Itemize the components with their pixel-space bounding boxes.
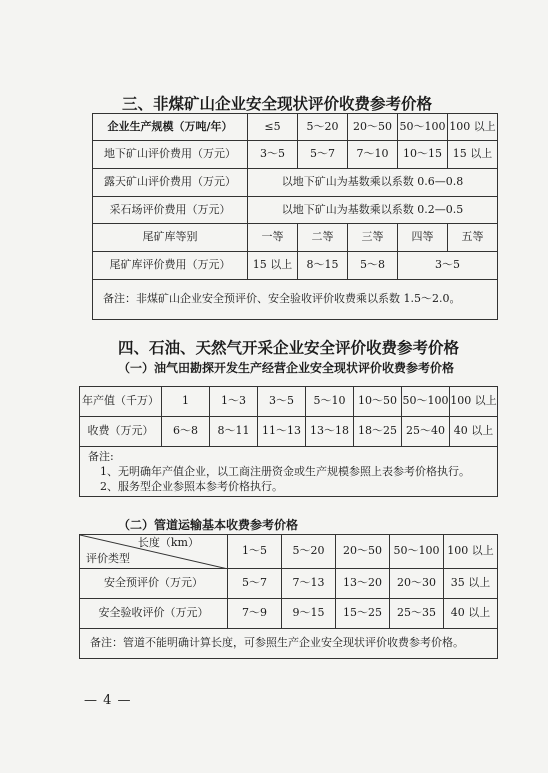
table-cell: 40 以上 bbox=[450, 417, 498, 447]
table-cell: 100 以上 bbox=[444, 535, 498, 569]
table-cell: 9～15 bbox=[282, 599, 336, 629]
table-cell: 1 bbox=[162, 387, 210, 417]
note-line: 1、无明确年产值企业，以工商注册资金或生产规模参照上表参考价格执行。 bbox=[100, 465, 470, 478]
table-cell: 3～5 bbox=[248, 141, 298, 169]
table-cell: 8～11 bbox=[210, 417, 258, 447]
diagonal-header-cell bbox=[80, 535, 228, 569]
table-cell: 25～35 bbox=[390, 599, 444, 629]
table-row bbox=[80, 569, 498, 599]
table-cell: 一等 bbox=[248, 224, 298, 252]
table-cell: 以地下矿山为基数乘以系数 0.2—0.5 bbox=[248, 197, 498, 224]
pipeline-fee-table bbox=[79, 534, 498, 659]
note-line: 2、服务型企业参照本参考价格执行。 bbox=[100, 480, 283, 493]
table-cell: 100 以上 bbox=[450, 387, 498, 417]
table-cell: 采石场评价费用（万元） bbox=[93, 197, 248, 224]
table-cell: 11～13 bbox=[258, 417, 306, 447]
table-cell: 露天矿山评价费用（万元） bbox=[93, 169, 248, 197]
note-line: 备注: bbox=[88, 450, 114, 463]
page-number: — 4 — bbox=[84, 693, 132, 708]
table-note: 备注：非煤矿山企业安全预评价、安全验收评价收费乘以系数 1.5～2.0。 bbox=[93, 280, 498, 320]
table-cell: 以地下矿山为基数乘以系数 0.6—0.8 bbox=[248, 169, 498, 197]
section3-title: 三、非煤矿山企业安全现状评价收费参考价格 bbox=[122, 94, 433, 113]
table-row bbox=[93, 224, 498, 252]
table-row bbox=[93, 141, 498, 169]
table-cell: 25～40 bbox=[402, 417, 450, 447]
table-cell: 5～8 bbox=[348, 252, 398, 280]
table-cell: 企业生产规模（万吨/年） bbox=[93, 114, 248, 141]
table-cell: 20～30 bbox=[390, 569, 444, 599]
table-cell: 18～25 bbox=[354, 417, 402, 447]
table-cell: 安全验收评价（万元） bbox=[80, 599, 228, 629]
table-cell: 1～5 bbox=[228, 535, 282, 569]
table-cell: 20～50 bbox=[348, 114, 398, 141]
table-cell: 3～5 bbox=[258, 387, 306, 417]
table-cell: 四等 bbox=[398, 224, 448, 252]
table-cell: 7～9 bbox=[228, 599, 282, 629]
table-cell: 50～100 bbox=[398, 114, 448, 141]
table-cell: 5～20 bbox=[298, 114, 348, 141]
table-cell: 5～7 bbox=[228, 569, 282, 599]
table-cell: 三等 bbox=[348, 224, 398, 252]
table-row bbox=[80, 535, 498, 569]
table-cell: 10～50 bbox=[354, 387, 402, 417]
table-cell: ≤5 bbox=[248, 114, 298, 141]
type-header: 评价类型 bbox=[86, 551, 130, 565]
table-cell: 6～8 bbox=[162, 417, 210, 447]
table-cell: 收费（万元） bbox=[80, 417, 162, 447]
table-cell: 地下矿山评价费用（万元） bbox=[93, 141, 248, 169]
table-cell: 5～20 bbox=[282, 535, 336, 569]
table-cell: 尾矿库等别 bbox=[93, 224, 248, 252]
table-row bbox=[80, 387, 498, 417]
table-cell: 15～25 bbox=[336, 599, 390, 629]
subsection1-title: （一）油气田勘探开发生产经营企业安全现状评价收费参考价格 bbox=[118, 361, 455, 375]
table-cell: 年产值（千万） bbox=[80, 387, 162, 417]
table-row bbox=[80, 599, 498, 629]
table-cell: 10～15 bbox=[398, 141, 448, 169]
table-cell: 15 以上 bbox=[248, 252, 298, 280]
table-cell: 20～50 bbox=[336, 535, 390, 569]
table-cell: 安全预评价（万元） bbox=[80, 569, 228, 599]
table-cell: 3～5 bbox=[398, 252, 498, 280]
table-cell: 13～20 bbox=[336, 569, 390, 599]
table-cell: 五等 bbox=[448, 224, 498, 252]
table-row bbox=[93, 169, 498, 197]
table-note: 备注：管道不能明确计算长度，可参照生产企业安全现状评价收费参考价格。 bbox=[80, 629, 498, 659]
table-cell: 7～10 bbox=[348, 141, 398, 169]
table-note bbox=[80, 447, 498, 497]
section4-title: 四、石油、天然气开采企业安全评价收费参考价格 bbox=[118, 338, 460, 357]
table-row bbox=[93, 252, 498, 280]
table-cell: 100 以上 bbox=[448, 114, 498, 141]
table-row bbox=[93, 280, 498, 320]
table-cell: 8～15 bbox=[298, 252, 348, 280]
table-row bbox=[80, 447, 498, 497]
table-row bbox=[80, 629, 498, 659]
table-cell: 50～100 bbox=[390, 535, 444, 569]
table-cell: 5～10 bbox=[306, 387, 354, 417]
table-cell: 尾矿库评价费用（万元） bbox=[93, 252, 248, 280]
oilfield-fee-table bbox=[79, 386, 498, 497]
table-cell: 15 以上 bbox=[448, 141, 498, 169]
table-cell: 40 以上 bbox=[444, 599, 498, 629]
table-row bbox=[80, 417, 498, 447]
table-cell: 13～18 bbox=[306, 417, 354, 447]
table-cell: 35 以上 bbox=[444, 569, 498, 599]
subsection2-title: （二）管道运输基本收费参考价格 bbox=[118, 518, 299, 532]
table-row bbox=[93, 114, 498, 141]
nonmetal-mine-fee-table bbox=[92, 113, 498, 320]
table-cell: 5～7 bbox=[298, 141, 348, 169]
table-cell: 二等 bbox=[298, 224, 348, 252]
table-cell: 1～3 bbox=[210, 387, 258, 417]
table-cell: 50～100 bbox=[402, 387, 450, 417]
length-header: 长度（km） bbox=[137, 536, 199, 549]
table-cell: 7～13 bbox=[282, 569, 336, 599]
table-row bbox=[93, 197, 498, 224]
